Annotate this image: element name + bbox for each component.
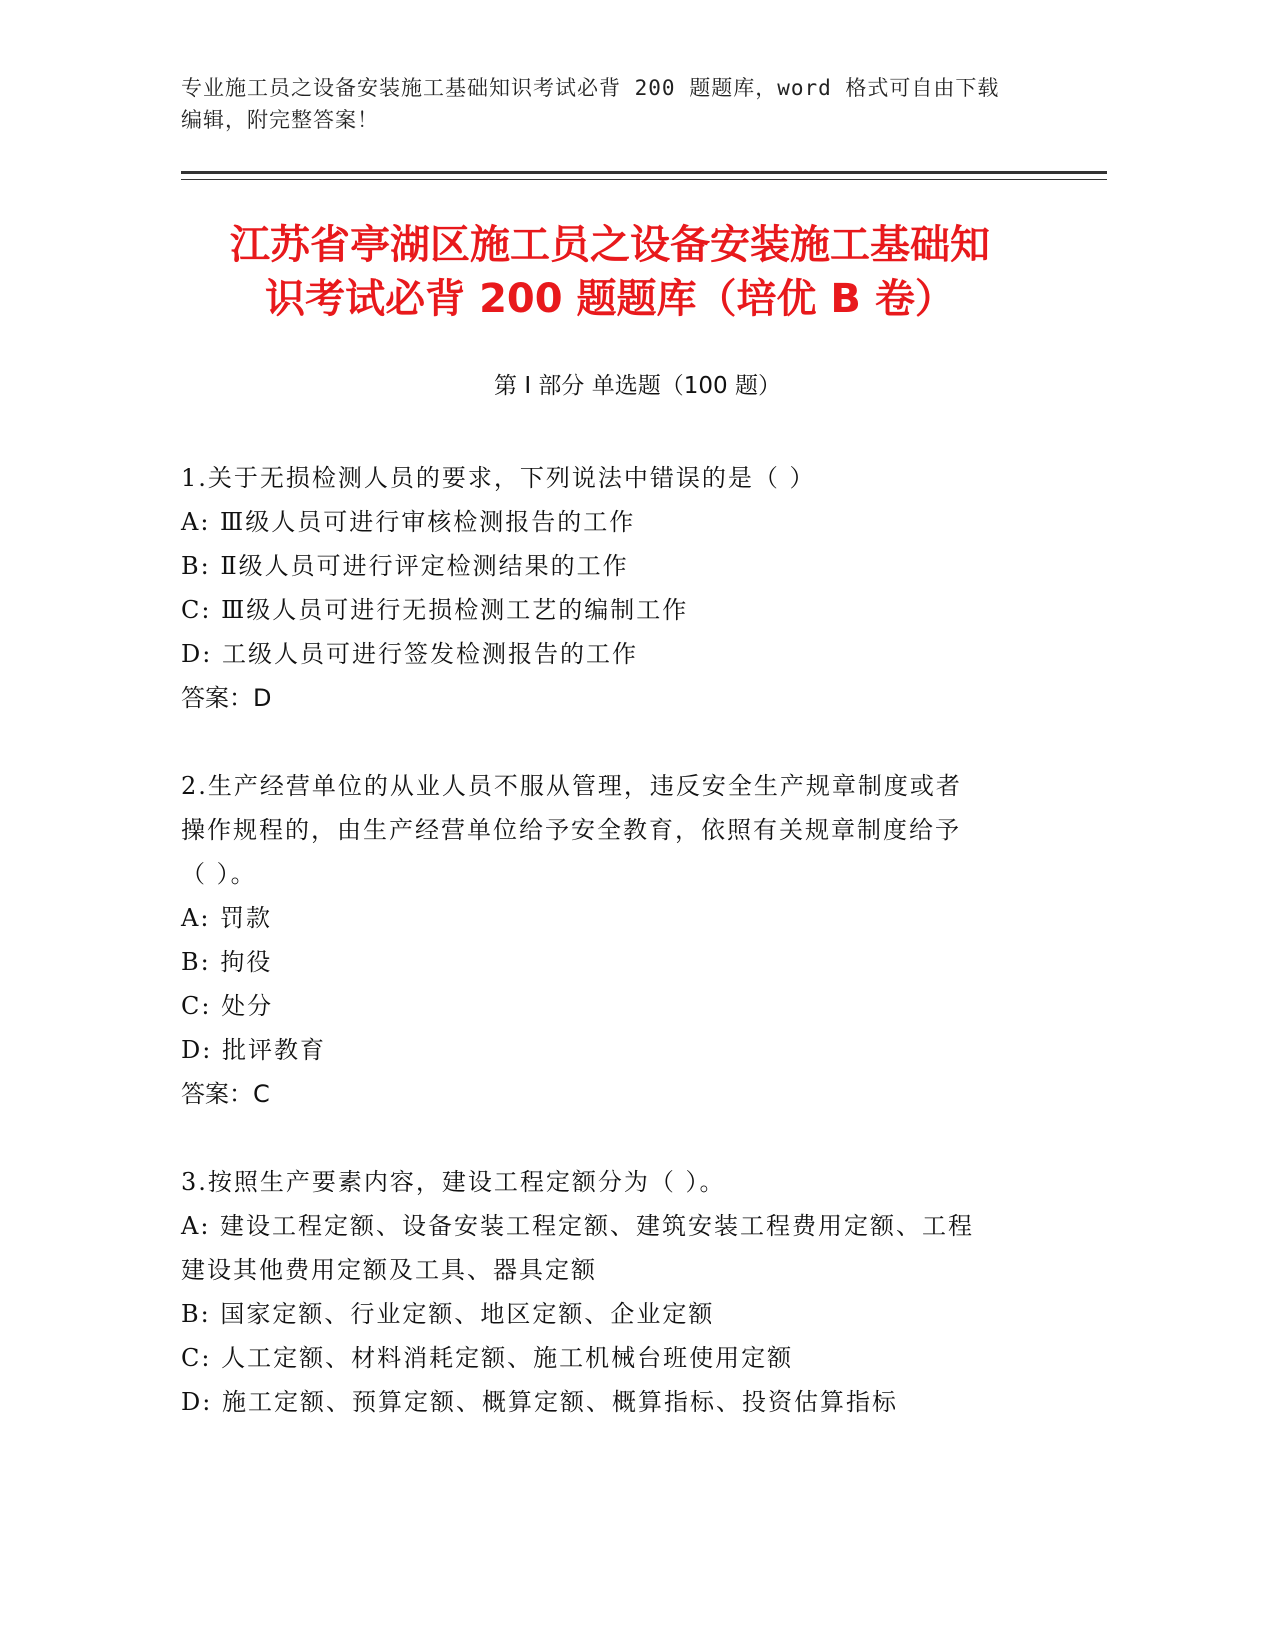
question-stem-line-1: 2.生产经营单位的从业人员不服从管理，违反安全生产规章制度或者: [181, 772, 962, 800]
question-stem: 1.关于无损检测人员的要求，下列说法中错误的是（ ）: [181, 464, 816, 492]
document-title-line-1: 江苏省亭湖区施工员之设备安装施工基础知: [230, 222, 990, 268]
answer: 答案：C: [181, 1080, 270, 1108]
option-c: C: 人工定额、材料消耗定额、施工机械台班使用定额: [181, 1344, 794, 1372]
question-stem: 3.按照生产要素内容，建设工程定额分为（ ）。: [181, 1168, 726, 1196]
header-note-line-2: 编辑，附完整答案！: [181, 108, 379, 132]
option-a: A: 建设工程定额、设备安装工程定额、建筑安装工程费用定额、工程: [181, 1212, 975, 1240]
section-heading: 第 I 部分 单选题（100 题）: [494, 373, 781, 399]
option-d: D: 施工定额、预算定额、概算定额、概算指标、投资估算指标: [181, 1388, 898, 1416]
question-1: [181, 456, 1031, 720]
question-stem-line-3: （ ）。: [181, 860, 257, 888]
document-title: [180, 218, 1040, 326]
option-d: D: 工级人员可进行签发检测报告的工作: [181, 640, 638, 668]
header-divider-thick: [181, 171, 1107, 174]
option-a: A: Ⅲ级人员可进行审核检测报告的工作: [181, 508, 636, 536]
option-b: B: Ⅱ级人员可进行评定检测结果的工作: [181, 552, 629, 580]
header-divider-thin: [181, 179, 1107, 180]
option-a: A: 罚款: [181, 904, 273, 932]
question-stem-line-2: 操作规程的，由生产经营单位给予安全教育，依照有关规章制度给予: [181, 816, 961, 844]
option-c: C: 处分: [181, 992, 274, 1020]
header-note: [181, 72, 1051, 136]
option-b: B: 拘役: [181, 948, 273, 976]
question-list: [181, 456, 1031, 1468]
document-title-line-2: 识考试必背 200 题题库（培优 B 卷）: [265, 276, 955, 322]
option-c: C: Ⅲ级人员可进行无损检测工艺的编制工作: [181, 596, 689, 624]
option-d: D: 批评教育: [181, 1036, 326, 1064]
answer: 答案：D: [181, 684, 272, 712]
question-2: [181, 764, 1031, 1116]
option-b: B: 国家定额、行业定额、地区定额、企业定额: [181, 1300, 715, 1328]
question-3: [181, 1160, 1031, 1424]
header-note-line-1: 专业施工员之设备安装施工基础知识考试必背 200 题题库，word 格式可自由下载: [181, 76, 1000, 100]
option-a-continued: 建设其他费用定额及工具、器具定额: [181, 1256, 597, 1284]
